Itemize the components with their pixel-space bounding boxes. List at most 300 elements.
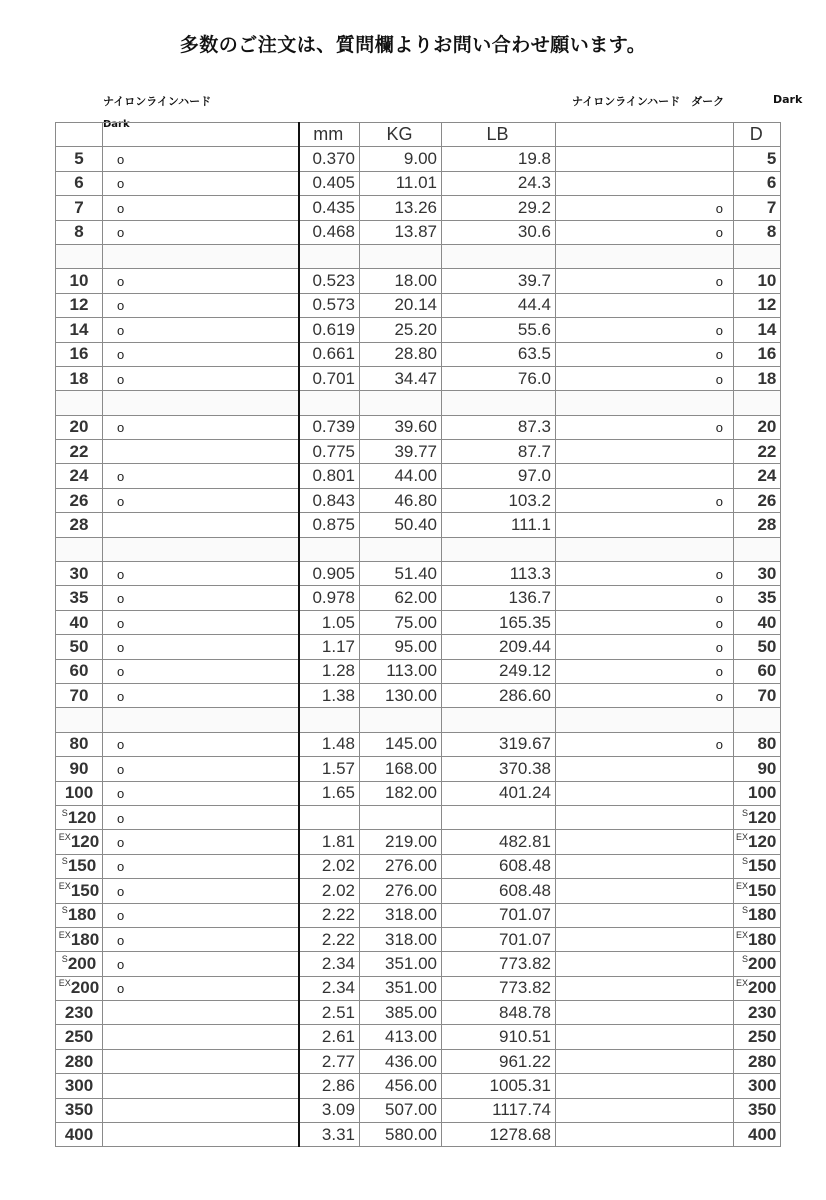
size-cell-value: 60	[69, 661, 89, 681]
size-cell-value: 230	[64, 1002, 94, 1022]
availability-mark: o	[715, 615, 723, 631]
size-cell	[56, 976, 103, 1000]
size-prefix: EX	[58, 929, 71, 940]
hard-availability-cell	[103, 927, 299, 951]
lb-cell-value: 19.8	[517, 149, 551, 169]
dark-availability-cell	[556, 220, 734, 244]
dark-size-cell-value: 20	[757, 417, 777, 437]
diameter-cell-value: 0.978	[312, 588, 355, 608]
dark-size-cell-value: 16	[757, 344, 777, 364]
diameter-cell-value: 0.701	[312, 368, 355, 388]
size-cell-value: 7	[74, 197, 84, 217]
availability-mark: o	[715, 274, 723, 290]
table-row	[56, 440, 781, 464]
size-cell	[56, 1074, 103, 1098]
kg-cell	[360, 513, 442, 537]
kg-cell-value: 44.00	[394, 466, 437, 486]
kg-cell-value: 75.00	[394, 612, 437, 632]
diameter-cell-value: 2.51	[321, 1002, 355, 1022]
availability-mark: o	[117, 615, 125, 631]
size-cell	[56, 293, 103, 317]
kg-cell-value: 9.00	[403, 149, 437, 169]
kg-cell-value: 18.00	[394, 271, 437, 291]
size-prefix: S	[61, 953, 68, 964]
size-cell	[56, 635, 103, 659]
lb-cell	[442, 952, 556, 976]
lb-cell	[442, 488, 556, 512]
dark-availability-cell	[556, 244, 734, 268]
size-prefix: S	[742, 807, 749, 818]
size-prefix: EX	[58, 832, 71, 843]
dark-size-cell-value: 18	[757, 368, 777, 388]
table-row	[56, 1098, 781, 1122]
lb-cell	[442, 293, 556, 317]
dark-availability-cell	[556, 269, 734, 293]
lb-cell-value: 165.35	[499, 612, 551, 632]
dark-size-cell	[734, 659, 781, 683]
size-prefix: EX	[58, 880, 71, 891]
diameter-cell-value: 0.435	[312, 197, 355, 217]
table-header-row	[56, 123, 781, 147]
diameter-cell-value: 1.57	[321, 758, 355, 778]
availability-mark: o	[117, 322, 125, 338]
dark-size-cell	[734, 1049, 781, 1073]
hard-availability-cell	[103, 586, 299, 610]
lb-cell	[442, 318, 556, 342]
size-cell	[56, 732, 103, 756]
hard-availability-cell	[103, 415, 299, 439]
spacer-row	[56, 537, 781, 561]
lb-cell	[442, 171, 556, 195]
hard-availability-cell	[103, 147, 299, 171]
hard-availability-cell	[103, 1123, 299, 1147]
size-cell	[56, 220, 103, 244]
table-row	[56, 293, 781, 317]
table-row	[56, 903, 781, 927]
dark-availability-cell	[556, 366, 734, 390]
size-cell-value: 300	[64, 1075, 94, 1095]
kg-cell-value: 39.77	[394, 441, 437, 461]
size-cell	[56, 854, 103, 878]
availability-mark: o	[117, 371, 125, 387]
availability-mark: o	[117, 859, 125, 875]
kg-cell	[360, 586, 442, 610]
availability-mark: o	[117, 908, 125, 924]
kg-cell	[360, 220, 442, 244]
availability-mark: o	[117, 469, 125, 485]
dark-availability-cell	[556, 586, 734, 610]
lb-cell	[442, 244, 556, 268]
hard-availability-cell	[103, 342, 299, 366]
size-cell	[56, 440, 103, 464]
table-row	[56, 781, 781, 805]
kg-cell-value: 145.00	[385, 734, 437, 754]
availability-mark: o	[715, 566, 723, 582]
diameter-cell	[299, 586, 360, 610]
availability-mark: o	[117, 176, 125, 192]
diameter-cell	[299, 244, 360, 268]
table-row	[56, 1074, 781, 1098]
size-cell-value: 180	[70, 929, 100, 949]
dark-availability-cell	[556, 1123, 734, 1147]
hard-availability-cell	[103, 562, 299, 586]
table-row	[56, 220, 781, 244]
diameter-cell	[299, 1098, 360, 1122]
hard-availability-cell	[103, 683, 299, 707]
dark-size-cell	[734, 1123, 781, 1147]
size-cell	[56, 927, 103, 951]
kg-cell-value: 34.47	[394, 368, 437, 388]
diameter-cell-value: 0.619	[312, 319, 355, 339]
table-row	[56, 318, 781, 342]
diameter-cell	[299, 805, 360, 829]
availability-mark: o	[117, 200, 125, 216]
kg-cell-value: 168.00	[385, 758, 437, 778]
dark-size-cell	[734, 293, 781, 317]
lb-cell-value: 249.12	[499, 661, 551, 681]
kg-cell	[360, 1001, 442, 1025]
diameter-cell	[299, 366, 360, 390]
diameter-cell	[299, 293, 360, 317]
diameter-cell-value: 0.775	[312, 441, 355, 461]
size-cell	[56, 147, 103, 171]
kg-cell-value: 318.00	[385, 905, 437, 925]
size-cell-value: 200	[70, 978, 100, 998]
size-cell-value: 26	[69, 490, 89, 510]
availability-mark: o	[117, 274, 125, 290]
diameter-cell	[299, 147, 360, 171]
dark-size-cell	[734, 366, 781, 390]
size-prefix: EX	[736, 832, 749, 843]
kg-cell	[360, 1123, 442, 1147]
availability-mark: o	[117, 298, 125, 314]
size-cell-value: 12	[69, 295, 89, 315]
hard-availability-cell	[103, 903, 299, 927]
diameter-cell	[299, 220, 360, 244]
size-cell	[56, 830, 103, 854]
dark-size-cell	[734, 879, 781, 903]
lb-cell-value: 113.3	[509, 563, 551, 583]
kg-cell	[360, 366, 442, 390]
diameter-cell	[299, 635, 360, 659]
availability-mark: o	[117, 566, 125, 582]
kg-cell-value: 13.26	[394, 197, 437, 217]
size-header	[56, 123, 103, 147]
dark-availability-cell	[556, 732, 734, 756]
dark-size-cell	[734, 440, 781, 464]
lb-cell-value: 961.22	[499, 1051, 551, 1071]
availability-mark: o	[117, 420, 125, 436]
hard-availability-cell	[103, 391, 299, 415]
dark-size-cell	[734, 805, 781, 829]
kg-cell	[360, 464, 442, 488]
lb-cell	[442, 781, 556, 805]
table-row	[56, 610, 781, 634]
kg-cell	[360, 391, 442, 415]
hard-header	[103, 123, 299, 147]
dark-size-cell	[734, 171, 781, 195]
kg-cell-value: 318.00	[385, 929, 437, 949]
dark-size-cell	[734, 244, 781, 268]
diameter-cell	[299, 171, 360, 195]
diameter-cell	[299, 342, 360, 366]
dark-size-cell	[734, 464, 781, 488]
size-prefix: S	[742, 905, 749, 916]
dark-size-cell	[734, 342, 781, 366]
mm-header: mm	[299, 123, 360, 147]
dark-availability-cell	[556, 976, 734, 1000]
hard-availability-cell	[103, 854, 299, 878]
dark-size-cell-value: 24	[757, 466, 777, 486]
kg-cell-value: 25.20	[394, 319, 437, 339]
size-cell-value: 400	[64, 1124, 94, 1144]
hard-availability-cell	[103, 1098, 299, 1122]
kg-cell	[360, 537, 442, 561]
diameter-cell	[299, 610, 360, 634]
dark-size-cell-value: 400	[748, 1124, 777, 1144]
hard-availability-cell	[103, 952, 299, 976]
hard-availability-cell	[103, 1049, 299, 1073]
size-cell-value: 150	[67, 856, 97, 876]
diameter-cell-value: 2.61	[321, 1027, 355, 1047]
dark-availability-cell	[556, 927, 734, 951]
dark-size-cell-value: 50	[757, 636, 777, 656]
table-row	[56, 488, 781, 512]
diameter-cell	[299, 757, 360, 781]
kg-cell	[360, 854, 442, 878]
size-cell	[56, 708, 103, 732]
table-row	[56, 171, 781, 195]
spacer-row	[56, 391, 781, 415]
lb-cell-value: 39.7	[517, 271, 551, 291]
diameter-cell	[299, 708, 360, 732]
kg-cell	[360, 683, 442, 707]
availability-mark: o	[117, 493, 125, 509]
diameter-cell	[299, 440, 360, 464]
size-cell	[56, 171, 103, 195]
diameter-cell	[299, 513, 360, 537]
dark-size-cell	[734, 513, 781, 537]
diameter-cell-value: 3.31	[321, 1124, 355, 1144]
availability-mark: o	[715, 420, 723, 436]
dark-availability-cell	[556, 805, 734, 829]
size-cell-value: 14	[69, 319, 89, 339]
lb-cell	[442, 732, 556, 756]
hard-availability-cell	[103, 537, 299, 561]
diameter-cell	[299, 269, 360, 293]
table-row	[56, 1001, 781, 1025]
lb-cell	[442, 562, 556, 586]
kg-cell-value: 351.00	[385, 953, 437, 973]
lb-cell-value: 773.82	[499, 953, 551, 973]
diameter-cell-value: 3.09	[321, 1100, 355, 1120]
size-prefix: S	[61, 856, 68, 867]
diameter-cell	[299, 1001, 360, 1025]
diameter-cell	[299, 415, 360, 439]
kg-cell-value: 456.00	[385, 1075, 437, 1095]
kg-cell-value: 51.40	[394, 563, 437, 583]
kg-cell	[360, 976, 442, 1000]
size-cell	[56, 562, 103, 586]
kg-cell	[360, 781, 442, 805]
lb-cell-value: 1117.74	[492, 1100, 551, 1120]
spacer-row	[56, 244, 781, 268]
lb-cell-value: 608.48	[499, 856, 551, 876]
dark-size-cell-value: 26	[757, 490, 777, 510]
kg-cell	[360, 927, 442, 951]
size-prefix: S	[61, 905, 68, 916]
lb-cell-value: 111.1	[510, 514, 551, 534]
hard-availability-cell	[103, 659, 299, 683]
table-row	[56, 1025, 781, 1049]
hard-availability-cell	[103, 781, 299, 805]
table-row	[56, 732, 781, 756]
lb-cell-value: 773.82	[499, 978, 551, 998]
availability-mark: o	[715, 322, 723, 338]
diameter-cell-value: 0.523	[312, 271, 355, 291]
hard-availability-cell	[103, 805, 299, 829]
diameter-cell	[299, 732, 360, 756]
lb-cell	[442, 879, 556, 903]
lb-cell	[442, 464, 556, 488]
size-cell	[56, 366, 103, 390]
diameter-cell	[299, 1074, 360, 1098]
hard-availability-cell	[103, 513, 299, 537]
dark-size-cell-value: 350	[748, 1100, 777, 1120]
kg-cell-value: 95.00	[394, 636, 437, 656]
kg-cell-value: 11.01	[395, 173, 437, 193]
availability-mark: o	[117, 639, 125, 655]
kg-cell-value: 182.00	[385, 783, 437, 803]
table-row	[56, 342, 781, 366]
lb-header: LB	[442, 123, 556, 147]
dark-availability-cell	[556, 318, 734, 342]
diameter-cell-value: 2.34	[321, 953, 355, 973]
hard-availability-cell	[103, 732, 299, 756]
size-cell	[56, 1001, 103, 1025]
hard-availability-cell	[103, 830, 299, 854]
size-cell-value: 8	[74, 222, 84, 242]
size-cell-value: 100	[64, 783, 94, 803]
lb-cell	[442, 976, 556, 1000]
table-row	[56, 976, 781, 1000]
lb-cell-value: 1005.31	[489, 1075, 551, 1095]
kg-cell	[360, 440, 442, 464]
size-cell-value: 16	[69, 344, 89, 364]
availability-mark: o	[117, 810, 125, 826]
availability-mark: o	[117, 664, 125, 680]
size-cell	[56, 659, 103, 683]
kg-cell	[360, 732, 442, 756]
dark-size-cell-value: 180	[748, 929, 777, 949]
size-cell-value: 10	[69, 271, 89, 291]
page-title: 多数のご注文は、質問欄よりお問い合わせ願います。	[179, 34, 647, 56]
dark-size-cell-value: 100	[748, 783, 777, 803]
dark-size-cell	[734, 732, 781, 756]
availability-mark: o	[117, 761, 125, 777]
dark-availability-cell	[556, 391, 734, 415]
kg-cell-value: 46.80	[394, 490, 437, 510]
size-cell-value: 120	[67, 807, 97, 827]
size-cell-value: 280	[64, 1051, 94, 1071]
kg-cell	[360, 293, 442, 317]
dark-availability-cell	[556, 342, 734, 366]
size-prefix: EX	[736, 978, 749, 989]
kg-cell	[360, 244, 442, 268]
kg-cell-value: 20.14	[394, 295, 437, 315]
kg-cell-value: 39.60	[394, 417, 437, 437]
dark-size-cell	[734, 318, 781, 342]
hard-availability-cell	[103, 244, 299, 268]
dark-availability-cell	[556, 610, 734, 634]
lb-cell-value: 87.3	[517, 417, 551, 437]
size-prefix: S	[742, 856, 749, 867]
availability-mark: o	[715, 225, 723, 241]
dark-size-cell	[734, 708, 781, 732]
size-cell	[56, 683, 103, 707]
dark-size-cell-value: 40	[757, 612, 777, 632]
dark-size-cell	[734, 1098, 781, 1122]
lb-cell	[442, 635, 556, 659]
diameter-cell-value: 2.22	[321, 905, 355, 925]
availability-mark: o	[715, 591, 723, 607]
lb-cell-value: 30.6	[517, 222, 551, 242]
dark-size-cell	[734, 830, 781, 854]
size-prefix: S	[742, 953, 749, 964]
dark-size-cell-value: 30	[757, 563, 777, 583]
table-row	[56, 269, 781, 293]
size-cell	[56, 537, 103, 561]
diameter-cell	[299, 562, 360, 586]
diameter-cell-value: 0.875	[312, 514, 355, 534]
kg-cell	[360, 1098, 442, 1122]
lb-cell-value: 29.2	[517, 197, 551, 217]
availability-mark: o	[715, 664, 723, 680]
lb-cell	[442, 1098, 556, 1122]
availability-mark: o	[715, 493, 723, 509]
dark-availability-cell	[556, 147, 734, 171]
lb-cell-value: 848.78	[499, 1002, 551, 1022]
dark-size-cell-value: 120	[748, 832, 777, 852]
diameter-cell-value: 2.86	[321, 1075, 355, 1095]
diameter-cell	[299, 854, 360, 878]
table-row	[56, 805, 781, 829]
dark-size-cell-value: 280	[748, 1051, 777, 1071]
dark-size-cell-value: 7	[766, 197, 777, 217]
kg-cell-value: 13.87	[394, 222, 437, 242]
size-cell	[56, 1123, 103, 1147]
size-cell-value: 24	[69, 466, 89, 486]
availability-mark: o	[117, 835, 125, 851]
kg-cell	[360, 171, 442, 195]
dark-avail-header	[556, 123, 734, 147]
kg-cell	[360, 757, 442, 781]
diameter-cell	[299, 537, 360, 561]
dark-availability-cell	[556, 781, 734, 805]
lb-cell-value: 1278.68	[489, 1124, 551, 1144]
kg-cell	[360, 269, 442, 293]
dark-size-cell-value: 180	[748, 905, 777, 925]
dark-availability-cell	[556, 488, 734, 512]
hard-availability-cell	[103, 464, 299, 488]
diameter-cell	[299, 1123, 360, 1147]
size-cell-value: 200	[67, 953, 97, 973]
availability-mark: o	[117, 347, 125, 363]
lb-cell	[442, 854, 556, 878]
lb-cell	[442, 903, 556, 927]
size-cell	[56, 318, 103, 342]
size-cell-value: 250	[64, 1027, 94, 1047]
